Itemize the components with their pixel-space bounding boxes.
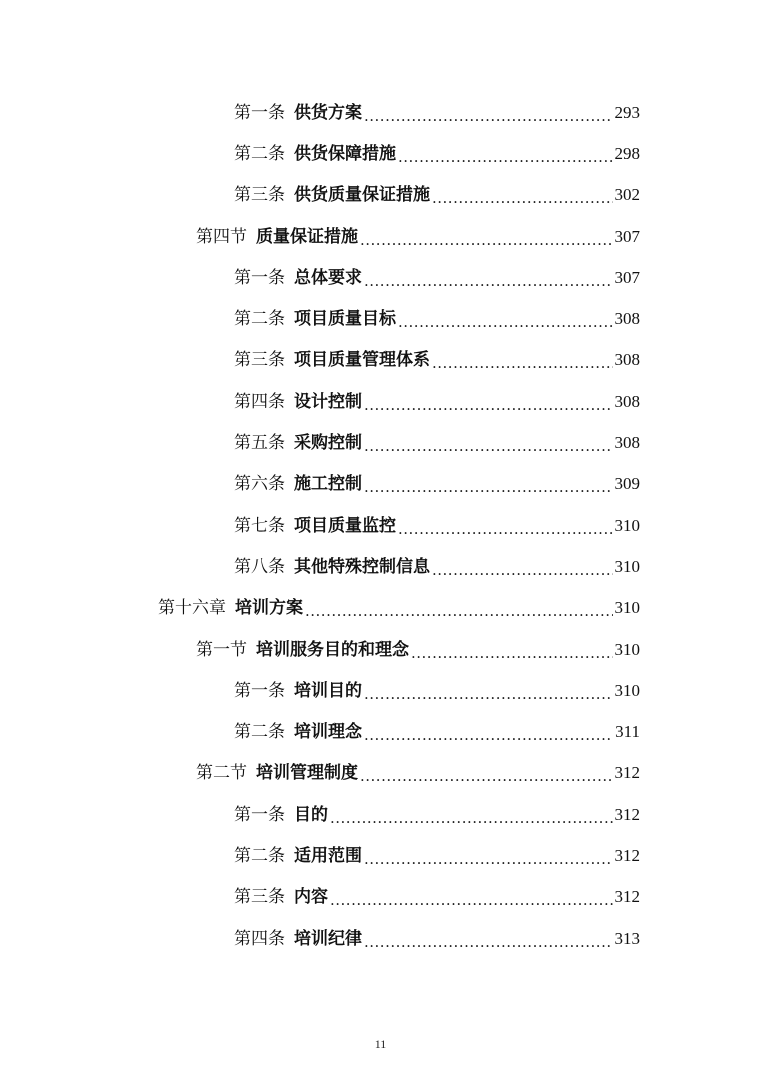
toc-dot-leader [432, 188, 613, 208]
toc-dot-leader [360, 230, 613, 250]
toc-entry-page: 293 [614, 102, 640, 122]
toc-entry-page: 310 [614, 639, 640, 659]
toc-entry[interactable] [0, 298, 640, 339]
toc-entry-page: 302 [614, 185, 640, 205]
toc-entry-number: 第二条 [234, 309, 285, 330]
toc-dot-leader [364, 932, 613, 952]
toc-entry-title: 采购控制 [294, 433, 362, 454]
toc-dot-leader [432, 353, 613, 373]
toc-dot-leader [432, 560, 613, 580]
toc-dot-leader [398, 519, 613, 539]
toc-dot-leader [330, 890, 613, 910]
toc-entry-number: 第二条 [234, 143, 285, 164]
toc-entry[interactable] [0, 588, 640, 629]
toc-entry-title: 总体要求 [294, 267, 362, 288]
toc-entry-page: 310 [614, 515, 640, 535]
toc-entry-number: 第二条 [234, 722, 285, 743]
toc-entry-title: 其他特殊控制信息 [294, 556, 430, 577]
toc-entry-page: 308 [614, 350, 640, 370]
toc-dot-leader [364, 271, 613, 291]
toc-entry-page: 312 [614, 887, 640, 907]
toc-entry-page: 307 [614, 267, 640, 287]
toc-entry-number: 第一条 [234, 680, 285, 701]
toc-entry[interactable] [0, 92, 640, 133]
toc-entry[interactable] [0, 133, 640, 174]
toc-entry-page: 312 [614, 845, 640, 865]
toc-entry-title: 目的 [294, 804, 328, 825]
toc-entry-page: 312 [614, 804, 640, 824]
toc-entry-title: 施工控制 [294, 474, 362, 495]
toc-entry[interactable] [0, 381, 640, 422]
toc-entry-page: 308 [614, 391, 640, 411]
toc-entry[interactable] [0, 505, 640, 546]
toc-entry-number: 第十六章 [158, 598, 226, 619]
toc-dot-leader [360, 766, 613, 786]
toc-entry-number: 第一条 [234, 804, 285, 825]
toc-entry-title: 供货保障措施 [294, 143, 396, 164]
toc-dot-leader [364, 684, 613, 704]
toc-entry[interactable] [0, 175, 640, 216]
toc-dot-leader [364, 725, 613, 745]
toc-entry-number: 第六条 [234, 474, 285, 495]
toc-entry-page: 309 [614, 474, 640, 494]
toc-dot-leader [398, 147, 613, 167]
toc-entry-page: 310 [614, 556, 640, 576]
toc-entry[interactable] [0, 340, 640, 381]
toc-entry[interactable] [0, 835, 640, 876]
toc-entry[interactable] [0, 753, 640, 794]
toc-entry-page: 307 [614, 226, 640, 246]
toc-entry-title: 项目质量监控 [294, 515, 396, 536]
toc-entry-number: 第四节 [196, 226, 247, 247]
toc-entry-title: 设计控制 [294, 391, 362, 412]
toc-entry-page: 310 [614, 680, 640, 700]
toc-dot-leader [398, 312, 613, 332]
toc-entry-page: 308 [614, 433, 640, 453]
toc-entry[interactable] [0, 670, 640, 711]
toc-entry-title: 培训目的 [294, 680, 362, 701]
toc-entry-number: 第一条 [234, 102, 285, 123]
toc-entry-number: 第一节 [196, 639, 247, 660]
toc-dot-leader [411, 643, 613, 663]
toc-entry-page: 311 [615, 722, 640, 742]
table-of-contents [0, 92, 761, 959]
toc-entry[interactable] [0, 257, 640, 298]
toc-entry-number: 第四条 [234, 928, 285, 949]
toc-dot-leader [364, 395, 613, 415]
toc-entry-title: 培训理念 [294, 722, 362, 743]
toc-entry-number: 第四条 [234, 391, 285, 412]
page-number: 11 [374, 1037, 387, 1051]
toc-dot-leader [364, 849, 613, 869]
toc-dot-leader [364, 436, 613, 456]
toc-entry[interactable] [0, 629, 640, 670]
toc-entry-number: 第二节 [196, 763, 247, 784]
toc-entry-title: 内容 [294, 887, 328, 908]
toc-entry[interactable] [0, 711, 640, 752]
toc-dot-leader [364, 106, 613, 126]
toc-entry-number: 第五条 [234, 433, 285, 454]
toc-entry-title: 项目质量目标 [294, 309, 396, 330]
toc-entry-title: 质量保证措施 [256, 226, 358, 247]
toc-entry[interactable] [0, 794, 640, 835]
toc-entry-number: 第二条 [234, 845, 285, 866]
toc-dot-leader [305, 601, 613, 621]
toc-entry-page: 313 [614, 928, 640, 948]
toc-entry[interactable] [0, 918, 640, 959]
toc-dot-leader [330, 808, 613, 828]
toc-entry[interactable] [0, 216, 640, 257]
toc-entry[interactable] [0, 877, 640, 918]
toc-entry-number: 第三条 [234, 350, 285, 371]
toc-entry-title: 项目质量管理体系 [294, 350, 430, 371]
toc-entry-title: 供货方案 [294, 102, 362, 123]
toc-entry-title: 供货质量保证措施 [294, 185, 430, 206]
toc-entry-title: 培训管理制度 [256, 763, 358, 784]
toc-entry-number: 第三条 [234, 185, 285, 206]
toc-entry-page: 308 [614, 309, 640, 329]
toc-entry[interactable] [0, 422, 640, 463]
toc-entry-page: 310 [614, 598, 640, 618]
toc-dot-leader [364, 477, 613, 497]
toc-entry[interactable] [0, 464, 640, 505]
toc-entry-number: 第七条 [234, 515, 285, 536]
toc-entry-page: 298 [614, 143, 640, 163]
toc-entry-number: 第三条 [234, 887, 285, 908]
toc-entry[interactable] [0, 546, 640, 587]
toc-entry-title: 培训方案 [235, 598, 303, 619]
toc-entry-title: 培训服务目的和理念 [256, 639, 409, 660]
toc-entry-title: 适用范围 [294, 845, 362, 866]
toc-entry-title: 培训纪律 [294, 928, 362, 949]
toc-entry-page: 312 [614, 763, 640, 783]
toc-entry-number: 第一条 [234, 267, 285, 288]
toc-entry-number: 第八条 [234, 556, 285, 577]
